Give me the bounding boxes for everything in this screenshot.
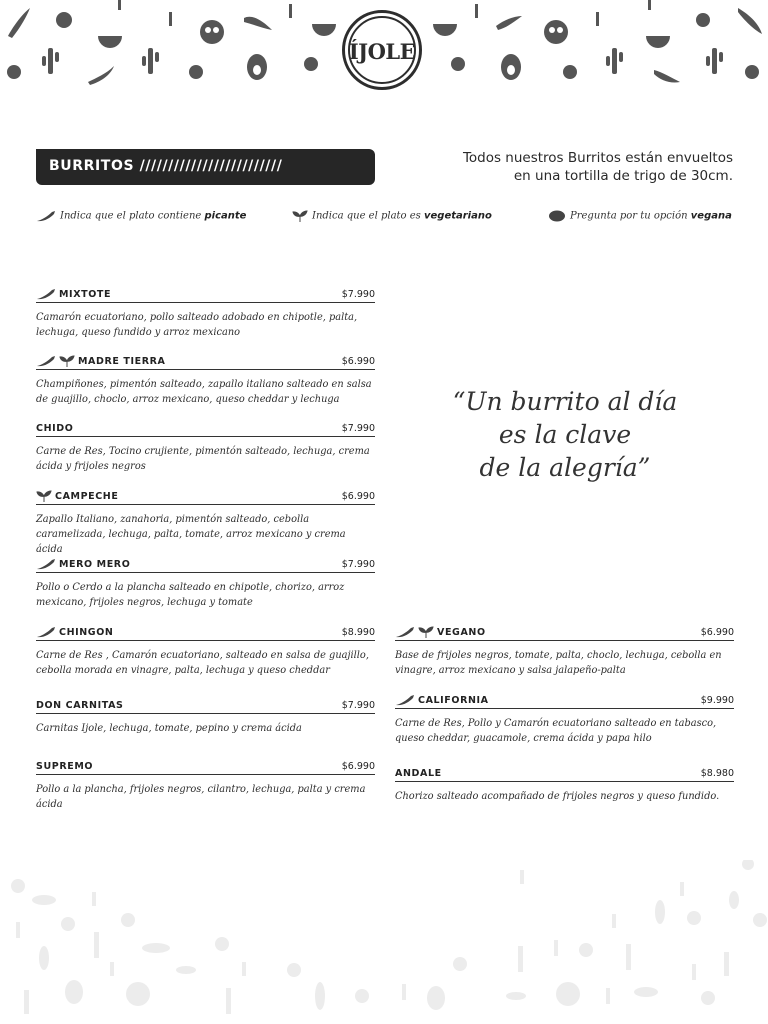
legend-veg-text: Indica que el plato es [312,210,421,222]
menu-item-name: CAMPECHE [55,490,119,502]
chili-icon [36,288,56,300]
menu-item-description: Pollo a la plancha, frijoles negros, cilantro, lechuga, palta y crema ácida [36,784,366,810]
menu-item-name: CALIFORNIA [418,694,489,706]
legend-spicy [36,210,246,222]
menu-item-name: ANDALE [395,768,442,779]
menu-item-name: CHINGON [59,626,114,638]
menu-item-price: $6.990 [341,761,375,772]
quote [440,385,690,484]
menu-item-description: Carne de Res, Pollo y Camarón ecuatoriano salteado en tabasco, queso cheddar, guacamole, crema ácida y papa hilo [395,718,717,744]
chili-icon [36,210,56,222]
legend-vegan-text: Pregunta por tu opción [570,210,688,222]
cactus-icon [142,48,159,74]
chili-icon [244,17,272,30]
leaf-icon [36,490,52,502]
menu-item [36,490,375,557]
leaf-icon [418,626,434,638]
chili-icon [654,70,680,83]
quote-line: de la alegría” [479,453,651,482]
intro-text [463,149,733,185]
menu-item [395,626,734,678]
menu-item [36,626,375,678]
legend-veg-bold: vegetariano [423,210,492,222]
menu-item-price: $8.990 [341,627,375,638]
chili-icon [496,16,522,30]
leaf-icon [59,355,75,367]
legend-vegan-bold: vegana [690,210,732,222]
chili-icon [36,355,56,367]
avocado-dot-icon [548,210,566,222]
legend-vegetarian [292,210,492,222]
brand-logo-text: ÍJOLE [348,39,416,64]
chili-icon [395,626,415,638]
menu-item-name: MIXTOTE [59,288,112,300]
menu-item [36,760,375,812]
menu-item-description: Carnitas Ijole, lechuga, tomate, pepino y crema ácida [36,723,302,734]
cactus-icon [42,48,59,74]
legend-spicy-text: Indica que el plato contiene [60,210,202,222]
quote-line: es la clave [498,420,632,449]
menu-item-price: $7.990 [341,289,375,300]
menu-item-name: SUPREMO [36,761,94,772]
menu-item-description: Base de frijoles negros, tomate, palta, choclo, lechuga, cebolla en vinagre, arroz mexicano y salsa jalapeño-palta [395,650,722,676]
menu-item-name: MADRE TIERRA [78,355,166,367]
menu-item-description: Zapallo Italiano, zanahoria, pimentón salteado, cebolla caramelizada, lechuga, palta, tomate, arroz mexicano y crema ácida [36,514,346,555]
section-title: BURRITOS ///////////////////////// [49,158,283,174]
section-title-bar [36,149,375,185]
menu-item-description: Champiñones, pimentón salteado, zapallo italiano salteado en salsa de guajillo, choclo, arroz mexicano, queso cheddar y lechuga [36,379,372,405]
intro-line: Todos nuestros Burritos están envueltos [462,150,733,166]
menu-item [395,767,734,804]
intro-line: en una tortilla de trigo de 30cm. [513,168,733,184]
cactus-icon [606,48,623,74]
menu-item [36,422,375,474]
menu-item-description: Camarón ecuatoriano, pollo salteado adobado en chipotle, palta, lechuga, queso fundido y arroz mexicano [36,312,358,338]
menu-item [36,288,375,340]
menu-item-description: Pollo o Cerdo a la plancha salteado en chipotle, chorizo, arroz mexicano, frijoles negros, lechuga y tomate [36,582,345,608]
leaf-icon [292,210,308,222]
chili-icon [738,8,762,34]
menu-item-price: $7.990 [341,423,375,434]
chili-icon [36,626,56,638]
menu-item-price: $7.990 [341,559,375,570]
menu-item-price: $9.990 [700,695,734,706]
menu-item-price: $6.990 [341,356,375,367]
menu-item-name: MERO MERO [59,558,131,570]
menu-item [36,699,375,736]
quote-line: “Un burrito al día [452,387,678,416]
menu-item [36,355,375,407]
legend-vegan [548,210,732,222]
menu-item-price: $7.990 [341,700,375,711]
menu-item [395,694,734,746]
chili-icon [395,694,415,706]
menu-item-description: Chorizo salteado acompañado de frijoles negros y queso fundido. [395,791,720,802]
menu-item-name: DON CARNITAS [36,700,124,711]
menu-item-price: $8.980 [700,768,734,779]
chili-icon [8,8,30,38]
decorative-footer-pattern [0,860,768,1024]
menu-item-price: $6.990 [341,491,375,502]
menu-item-description: Carne de Res, Tocino crujiente, pimentón salteado, lechuga, crema ácida y frijoles negros [36,446,370,472]
menu-item-description: Carne de Res , Camarón ecuatoriano, salteado en salsa de guajillo, cebolla morada en vinagre, palta, lechuga y queso cheddar [36,650,369,676]
legend-spicy-bold: picante [204,210,247,222]
chili-icon [88,66,114,85]
menu-item-price: $6.990 [700,627,734,638]
menu-item-name: CHIDO [36,423,74,434]
brand-logo [342,10,422,90]
chili-icon [36,558,56,570]
menu-item [36,558,375,610]
menu-item-name: VEGANO [437,626,486,638]
cactus-icon [706,48,723,74]
